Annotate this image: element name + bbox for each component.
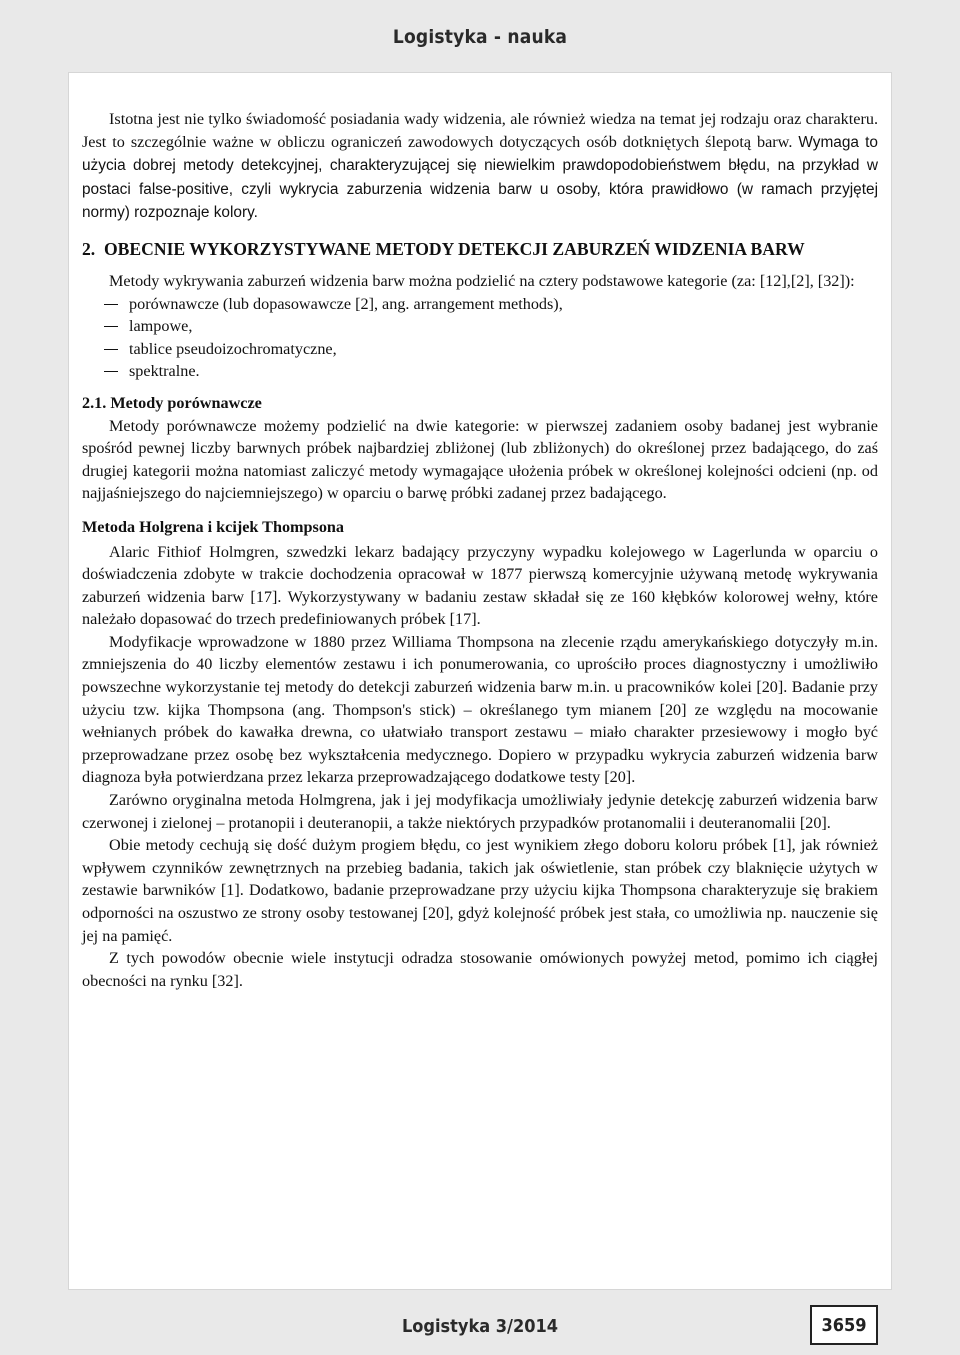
page-number: 3659: [821, 1314, 867, 1336]
intro-text-sans: Wymaga to użycia dobrej metody detekcyjnej, charakteryzującej się niewielkim prawdopodobieństwem błędu, na przykład w postaci false-positive, czyli wykrycia zaburzenia widzenia barw u osoby, która prawidłowo (w ramach przyjętej normy) rozpoznaje kolory.: [82, 133, 878, 222]
journal-footer: Logistyka 3/2014: [401, 1316, 559, 1337]
paragraph: Alaric Fithiof Holmgren, szwedzki lekarz badający przyczyny wypadku kolejowego w Lagerlunda w oparciu o doświadczenia zdobyte w trakcie dochodzenia opracował w 1877 pierwszą komercyjnie używaną metodę wykrywania zaburzeń widzenia barw [17]. Wykorzystywany w badaniu zestaw składał się ze 160 kłębków kolorowej wełny, które należało dopasować do trzech predefiniowanych próbek [17].: [82, 542, 878, 629]
section-intro: Metody wykrywania zaburzeń widzenia barw można podzielić na cztery podstawowe kategorie (za: [12],[2], [32]):: [109, 271, 855, 290]
paragraph: Z tych powodów obecnie wiele instytucji odradza stosowanie omówionych powyżej metod, pomimo ich ciągłej obecności na rynku [32].: [82, 949, 878, 990]
subsubsection-heading: Metoda Holgrena i kcijek Thompsona: [82, 517, 345, 536]
intro-paragraph: [82, 108, 878, 225]
running-header: Logistyka - nauka: [392, 26, 568, 48]
paragraph: Metody porównawcze możemy podzielić na dwie kategorie: w pierwszej zadaniem osoby badanej jest wybranie spośród pewnej liczby barwnych próbek najbardziej zbliżonej (lub zbliżonych) do określonej przez badającego, do zaś drugiej kategorii można natomiast zaliczyć metody wymagające ułożenia próbek w określonej kolejności odcieni (np. od najjaśniejszego do najciemniejszego) w oparciu o barwę próbki zadanej przez badającego.: [82, 416, 878, 503]
subsection-heading: 2.1. Metody porównawcze: [82, 393, 262, 412]
list-item: lampowe,: [82, 315, 878, 338]
list-item: porównawcze (lub dopasowawcze [2], ang. arrangement methods),: [82, 293, 878, 316]
section-number: 2.: [82, 238, 96, 259]
list-item: spektralne.: [82, 360, 878, 383]
paragraph: Modyfikacje wprowadzone w 1880 przez Williama Thompsona na zlecenie rządu amerykańskiego dotyczyły m.in. zmniejszenia do 40 liczby elementów zestawu i ich ponumerowania, co uprościło proces diagnostyczny i umożliwiło powszechne wykorzystanie tej metody do detekcji zaburzeń widzenia barw m.in. u pracowników kolei [20]. Badanie przy użyciu tzw. kijka Thompsona (ang. Thompson's stick) – określanego tym mianem [20] ze względu na mocowanie wełnianych próbek do kawałka drewna, co ułatwiało transport zestawu – miało charakter przesiewowy i mogło być przeprowadzane przez osobę bez wykształcenia medycznego. Dopiero w przypadku wykrycia zaburzeń widzenia barw diagnoza była potwierdzana przez lekarza przeprowadzającego dodatkowe testy [20].: [82, 632, 878, 787]
method-list: [82, 293, 878, 383]
article-body: [82, 108, 878, 992]
section-title: OBECNIE WYKORZYSTYWANE METODY DETEKCJI ZABURZEŃ WIDZENIA BARW: [104, 238, 805, 259]
page-number-box: [810, 1305, 878, 1345]
paragraph: Zarówno oryginalna metoda Holmgrena, jak i jej modyfikacja umożliwiały jedynie detekcję zaburzeń widzenia barw czerwonej i zielonej – protanopii i deuteranopii, a także niektórych przypadków protanomalii i deuteranomalii [20].: [82, 791, 878, 832]
intro-text-serif: Istotna jest nie tylko świadomość posiadania wady widzenia, ale również wiedza na temat jej rodzaju oraz charakteru. Jest to szczególnie ważne w obliczu ograniczeń zawodowych dotyczących osób dotkniętych ślepotą barw.: [82, 110, 878, 151]
section-heading: [82, 238, 878, 260]
list-item: tablice pseudoizochromatyczne,: [82, 338, 878, 361]
paragraph: Obie metody cechują się dość dużym progiem błędu, co jest wynikiem złego doboru koloru próbek [1], jak również wpływem czynników zewnętrznych na przebieg badania, takich jak oświetlenie, stan próbek czy blaknięcie użytych w zestawie barwników [1]. Dodatkowo, badanie przeprowadzane przy użyciu kijka Thompsona charakteryzuje się brakiem odporności na oszustwo ze strony osoby testowanej [20], gdyż kolejność próbek jest stała, co umożliwia np. nauczenie się jej na pamięć.: [82, 836, 878, 945]
